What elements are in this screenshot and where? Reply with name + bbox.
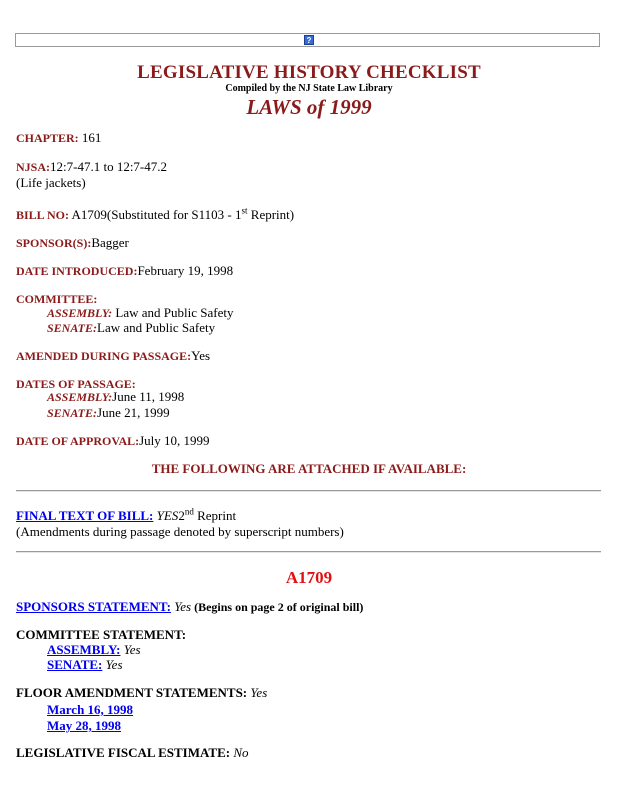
fiscal-estimate-answer: No bbox=[230, 745, 249, 760]
sponsors-value: Bagger bbox=[91, 235, 129, 250]
committee-statement-senate-answer: Yes bbox=[102, 657, 123, 672]
bill-no-row bbox=[16, 207, 294, 223]
passage-assembly-label: ASSEMBLY: bbox=[47, 390, 113, 404]
passage-assembly-row bbox=[47, 389, 184, 405]
passage-assembly-value: June 11, 1998 bbox=[112, 389, 185, 404]
floor-amendment-label: FLOOR AMENDMENT STATEMENTS: bbox=[16, 685, 248, 700]
sponsors-label: SPONSOR(S): bbox=[16, 236, 92, 250]
committee-statement-senate-row bbox=[47, 657, 123, 673]
page-title: LEGISLATIVE HISTORY CHECKLIST bbox=[137, 62, 481, 83]
fiscal-estimate-label: LEGISLATIVE FISCAL ESTIMATE: bbox=[16, 745, 231, 760]
floor-amendment-date-link[interactable]: March 16, 1998 bbox=[47, 702, 134, 717]
bill-heading: A1709 bbox=[285, 568, 333, 587]
committee-statement-assembly-row bbox=[47, 642, 141, 658]
floor-amendment-answer: Yes bbox=[247, 685, 268, 700]
floor-amendment-date-link[interactable]: May 28, 1998 bbox=[47, 718, 122, 733]
floor-amendment-row bbox=[16, 685, 267, 701]
sponsors-statement-answer: Yes bbox=[170, 599, 192, 614]
amended-row bbox=[16, 348, 210, 364]
sponsors-statement-link[interactable]: SPONSORS STATEMENT: bbox=[16, 599, 171, 614]
sponsors-statement-note: (Begins on page 2 of original bill) bbox=[191, 600, 364, 614]
bill-no-value: A1709(Substituted for S1103 - 1 bbox=[69, 207, 242, 222]
laws-year-heading: LAWS of 1999 bbox=[246, 95, 372, 119]
final-text-row bbox=[16, 508, 236, 524]
passage-senate-row bbox=[47, 405, 170, 421]
committee-senate-row bbox=[47, 320, 215, 336]
final-text-reprint-num: 2 bbox=[178, 508, 185, 523]
committee-assembly-label: ASSEMBLY: bbox=[47, 306, 113, 320]
njsa-row bbox=[16, 159, 167, 175]
bill-no-superscript: st bbox=[241, 205, 248, 216]
date-introduced-value: February 19, 1998 bbox=[137, 263, 234, 278]
date-approval-value: July 10, 1999 bbox=[139, 433, 210, 448]
passage-senate-label: SENATE: bbox=[47, 406, 98, 420]
committee-senate-value: Law and Public Safety bbox=[97, 320, 216, 335]
final-text-link[interactable]: FINAL TEXT OF BILL: bbox=[16, 508, 154, 523]
final-text-reprint-sup: nd bbox=[184, 506, 194, 517]
njsa-note: (Life jackets) bbox=[16, 175, 86, 190]
bill-no-tail: Reprint) bbox=[247, 207, 295, 222]
final-text-answer: YES bbox=[153, 508, 179, 523]
njsa-value: 12:7-47.1 to 12:7-47.2 bbox=[50, 159, 168, 174]
dates-passage-label: DATES OF PASSAGE: bbox=[16, 377, 136, 391]
chapter-label: CHAPTER: bbox=[16, 131, 79, 145]
amended-label: AMENDED DURING PASSAGE: bbox=[16, 349, 192, 363]
committee-label: COMMITTEE: bbox=[16, 292, 98, 306]
floor-amendment-date bbox=[47, 718, 121, 734]
sponsors-row bbox=[16, 235, 129, 251]
compiled-by: Compiled by the NJ State Law Library bbox=[225, 83, 393, 94]
committee-assembly-row bbox=[47, 305, 233, 321]
sponsors-statement-row bbox=[16, 599, 363, 615]
passage-senate-value: June 21, 1999 bbox=[97, 405, 170, 420]
committee-statement-assembly-link[interactable]: ASSEMBLY: bbox=[47, 642, 121, 657]
committee-statement-senate-link[interactable]: SENATE: bbox=[47, 657, 103, 672]
date-approval-label: DATE OF APPROVAL: bbox=[16, 434, 140, 448]
committee-senate-label: SENATE: bbox=[47, 321, 98, 335]
date-introduced-label: DATE INTRODUCED: bbox=[16, 264, 138, 278]
floor-amendment-date bbox=[47, 702, 133, 718]
chapter-row bbox=[16, 130, 101, 146]
divider bbox=[16, 490, 601, 492]
divider bbox=[16, 551, 601, 553]
date-introduced-row bbox=[16, 263, 233, 279]
help-icon[interactable]: ? bbox=[304, 35, 314, 45]
bill-no-label: BILL NO: bbox=[16, 208, 70, 222]
date-approval-row bbox=[16, 433, 210, 449]
committee-statement-assembly-answer: Yes bbox=[120, 642, 141, 657]
fiscal-estimate-row bbox=[16, 745, 249, 761]
attached-heading: THE FOLLOWING ARE ATTACHED IF AVAILABLE: bbox=[151, 461, 467, 476]
final-text-note: (Amendments during passage denoted by superscript numbers) bbox=[16, 524, 344, 539]
chapter-value: 161 bbox=[78, 130, 102, 145]
committee-statement-label: COMMITTEE STATEMENT: bbox=[16, 627, 187, 642]
final-text-reprint-word: Reprint bbox=[193, 508, 237, 523]
top-toolbar-frame bbox=[15, 33, 600, 47]
njsa-label: NJSA: bbox=[16, 160, 51, 174]
amended-value: Yes bbox=[191, 348, 211, 363]
committee-assembly-value: Law and Public Safety bbox=[112, 305, 234, 320]
